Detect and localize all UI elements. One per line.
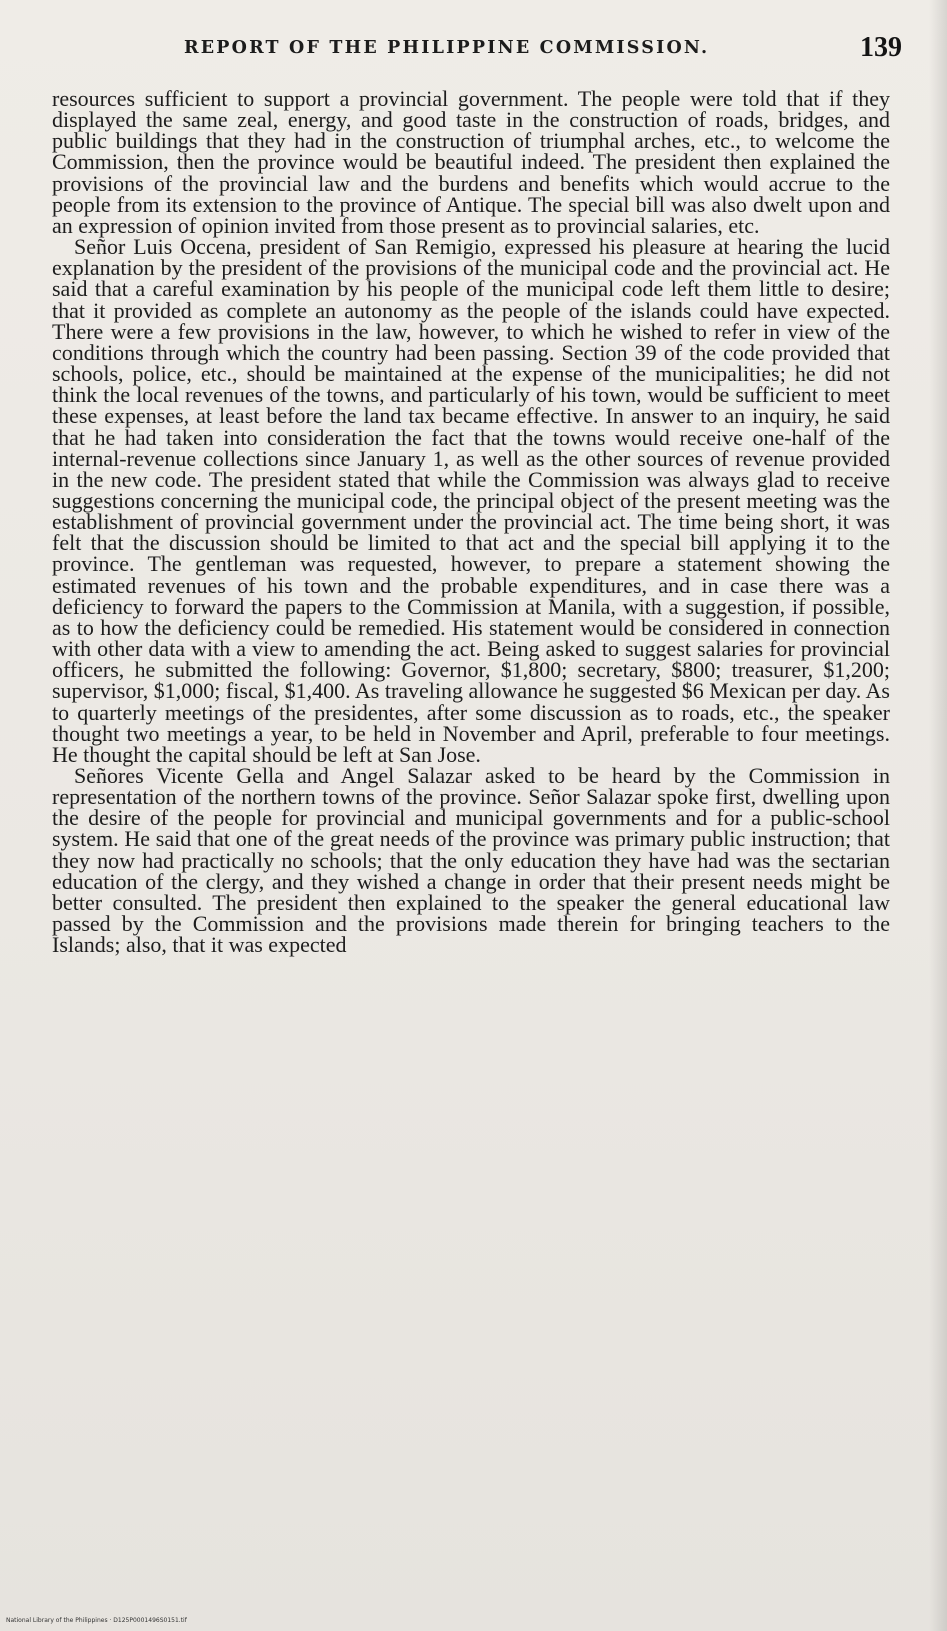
- paragraph-occena: Señor Luis Occena, president of San Remigio, expressed his pleasure at hearing the lucid explanation by the president of the provisions of the municipal code and the provincial act. He said that a careful examination by his people of the municipal code left them little to desire; that it provided as complete an autonomy as the people of the islands could have expected. There were a few provisions in the law, however, to which he wished to refer in view of the conditions through which the country had been passing. Section 39 of the code provided that schools, police, etc., should be maintained at the expense of the municipalities; he did not think the local revenues of the towns, and particularly of his town, would be sufficient to meet these expenses, at least before the land tax became effective. In answer to an inquiry, he said that he had taken into consideration the fact that the towns would receive one-half of the internal-revenue collections since January 1, as well as the other sources of revenue provided in the new code. The president stated that while the Commission was always glad to receive suggestions concerning the municipal code, the principal object of the present meeting was the establishment of provincial government under the provincial act. The time being short, it was felt that the discussion should be limited to that act and the special bill applying it to the province. The gentleman was requested, however, to prepare a statement showing the estimated revenues of his town and the probable expenditures, and in case there was a deficiency to forward the papers to the Commission at Manila, with a suggestion, if possible, as to how the deficiency could be remedied. His statement would be considered in connection with other data with a view to amending the act. Being asked to suggest salaries for provincial officers, he submitted the following: Governor, $1,800; secretary, $800; treasurer, $1,200; supervisor, $1,000; fiscal, $1,400. As traveling allowance he suggested $6 Mexican per day. As to quarterly meetings of the presidentes, after some discussion as to roads, etc., the speaker thought two meetings a year, to be held in November and April, preferable to four meetings. He thought the capital should be left at San Jose.: [52, 234, 890, 767]
- page-edge-shadow: [929, 0, 947, 1631]
- paragraph-gella-salazar: Señores Vicente Gella and Angel Salazar asked to be heard by the Commission in representation of the northern towns of the province. Señor Salazar spoke first, dwelling upon the desire of the people for provincial and municipal governments and for a public-school system. He said that one of the great needs of the province was primary public instruction; that they now had practically no schools; that the only education they have had was the sectarian education of the clergy, and they wished a change in order that their present needs might be better consulted. The president then explained to the speaker the general educational law passed by the Commission and the provisions made therein for bringing teachers to the Islands; also, that it was expected: [52, 763, 890, 958]
- running-header: [44, 32, 902, 72]
- running-title: REPORT OF THE PHILIPPINE COMMISSION.: [184, 38, 710, 58]
- paragraph-continuation: resources sufficient to support a provincial government. The people were told that if they displayed the same zeal, energy, and good taste in the construction of roads, bridges, and public buildings that they had in the construction of triumphal arches, etc., to welcome the Commission, then the province would be beautiful indeed. The president then explained the provisions of the provincial law and the burdens and benefits which would accrue to the people from its extension to the province of Antique. The special bill was also dwelt upon and an expression of opinion invited from those present as to provincial salaries, etc.: [52, 86, 890, 238]
- scan-credit: National Library of the Philippines · D125P0001496S0151.tif: [6, 1617, 187, 1624]
- body-text: [52, 86, 890, 958]
- page-number: 139: [860, 32, 902, 63]
